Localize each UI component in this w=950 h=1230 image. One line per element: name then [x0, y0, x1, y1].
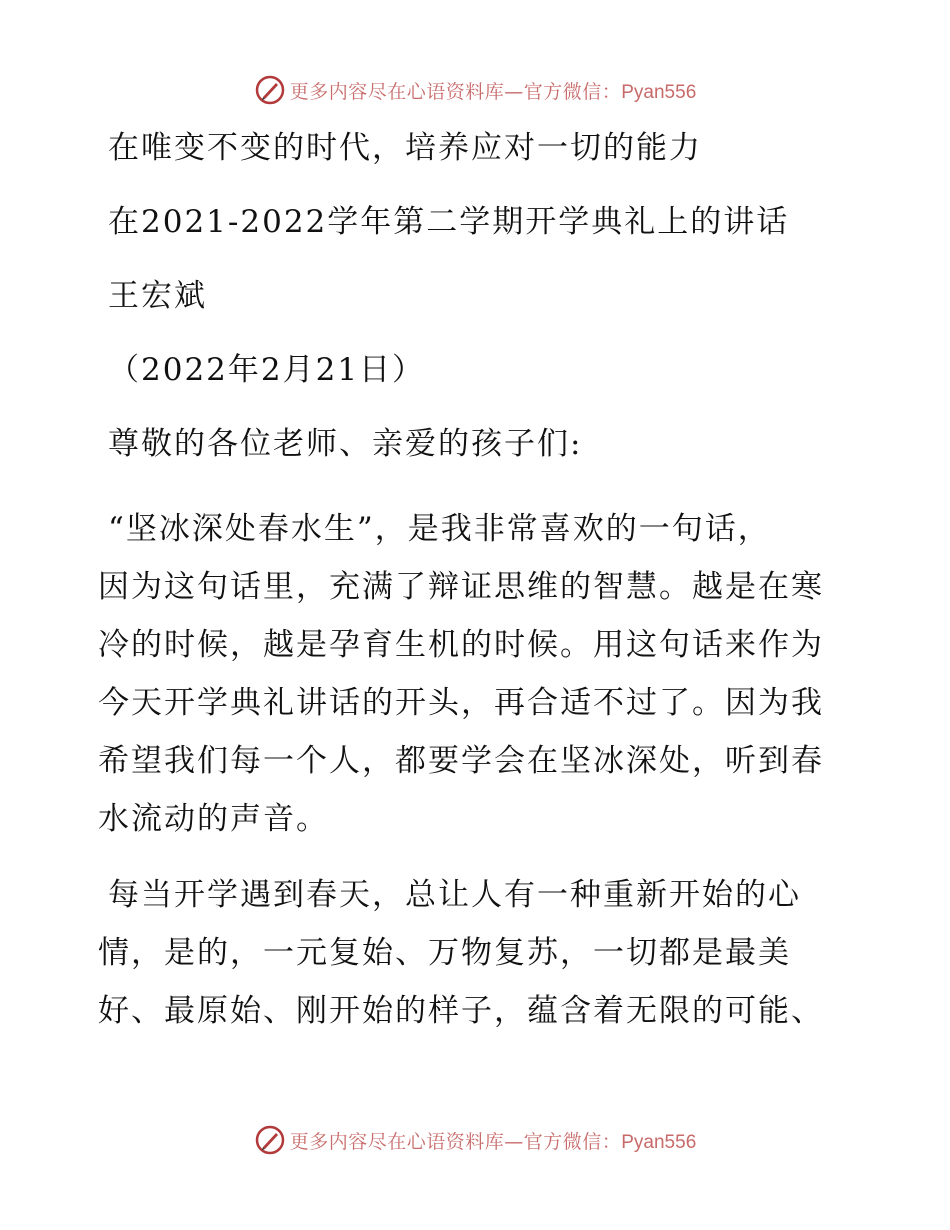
paragraph-line: 今天开学典礼讲话的开头，再合适不过了。因为我	[98, 685, 824, 721]
paragraph-line: 冷的时候，越是孕育生机的时候。用这句话来作为	[98, 627, 824, 663]
paragraph-line: 希望我们每一个人，都要学会在坚冰深处，听到春	[98, 743, 824, 779]
watermark-text: 更多内容尽在心语资料库—官方微信：	[289, 1130, 622, 1153]
watermark-id: Pyan556	[621, 1131, 697, 1153]
watermark-id: Pyan556	[621, 81, 697, 103]
quill-logo-icon	[254, 74, 286, 106]
document-date: （2022年2月21日）	[108, 352, 426, 388]
watermark-text: 更多内容尽在心语资料库—官方微信：	[289, 80, 622, 103]
paragraph-line: 情，是的，一元复始、万物复苏，一切都是最美	[98, 935, 791, 971]
paragraph-2	[98, 866, 858, 1040]
paragraph-line: 好、最原始、刚开始的样子，蕴含着无限的可能、	[98, 993, 824, 1029]
watermark-footer	[0, 1120, 950, 1160]
watermark-header	[0, 70, 950, 110]
paragraph-line: 因为这句话里，充满了辩证思维的智慧。越是在寒	[98, 569, 824, 605]
document-body	[98, 126, 858, 1058]
document-greeting: 尊敬的各位老师、亲爱的孩子们:	[108, 426, 583, 462]
paragraph-line: 水流动的声音。	[98, 801, 329, 837]
paragraph-line: 每当开学遇到春天，总让人有一种重新开始的心	[108, 877, 801, 913]
document-subtitle: 在2021-2022学年第二学期开学典礼上的讲话	[108, 204, 790, 240]
quill-logo-icon	[254, 1124, 286, 1156]
document-author: 王宏斌	[108, 278, 207, 314]
document-title: 在唯变不变的时代，培养应对一切的能力	[108, 130, 702, 166]
paragraph-line: “坚冰深处春水生”，是我非常喜欢的一句话，	[108, 511, 771, 547]
paragraph-1	[98, 500, 858, 848]
